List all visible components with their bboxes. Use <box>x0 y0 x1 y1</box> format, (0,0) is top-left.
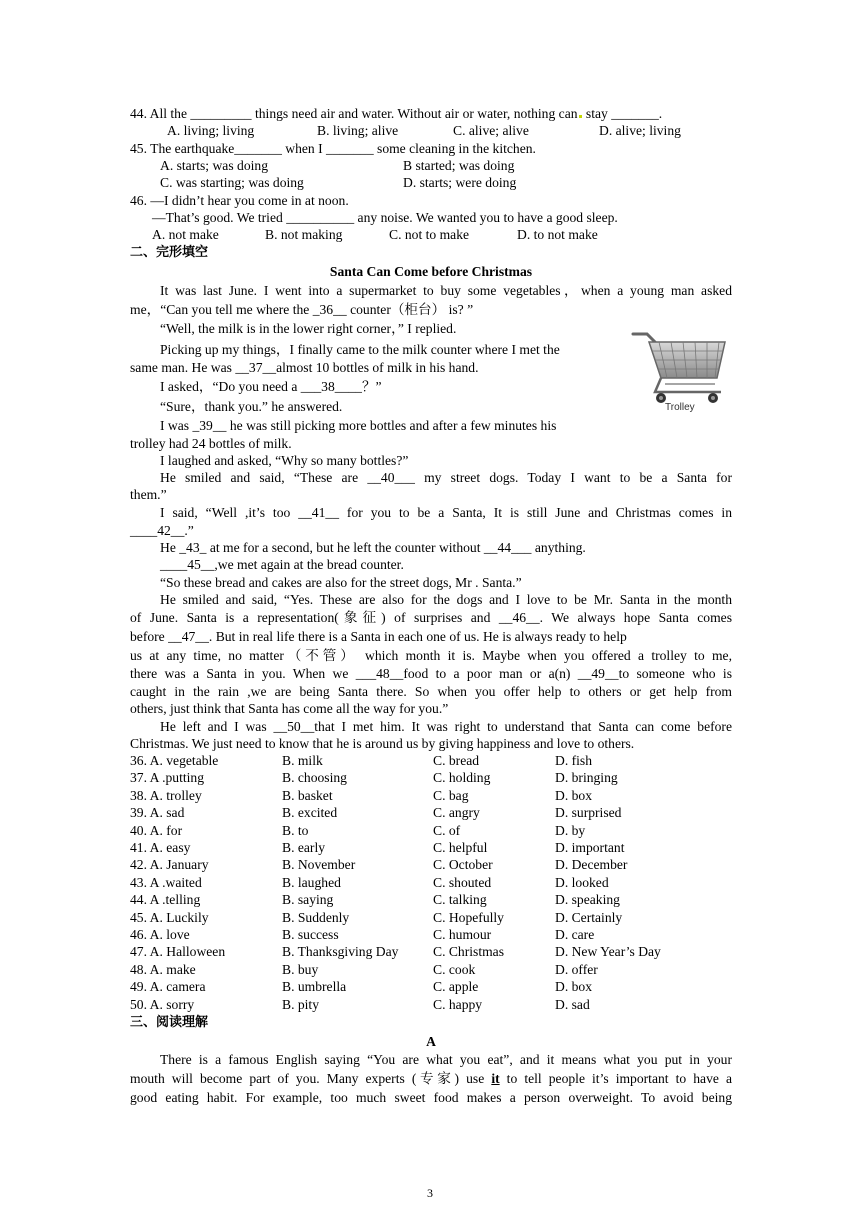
option: D. box <box>555 979 593 995</box>
option: B. basket <box>282 787 333 803</box>
option: C. cook <box>433 961 476 977</box>
option: D. speaking <box>555 892 620 908</box>
passage-line: It was last June. I went into a supermarket to buy some vegetables，when a young man asked <box>160 283 732 298</box>
passage-line: He smiled and said, “These are __40___ my street dogs. Today I want to be a Santa for <box>160 470 732 485</box>
option: D. surprised <box>555 805 622 821</box>
option: B. Thanksgiving Day <box>282 944 399 960</box>
passage-line: before __47__. But in real life there is a Santa in each one of us. He is always ready to help <box>130 629 627 644</box>
option-question: 38. A. trolley <box>130 787 202 803</box>
question-44: 44. All the _________ things need air and water. Without air or water, nothing can stay _______. <box>130 106 663 121</box>
question-46: 46. —I didn’t hear you come in at noon. <box>130 193 349 208</box>
option: D. care <box>555 927 595 942</box>
passage-line: there was a Santa in you. When we ___48__food to a poor man or a(n) __49__to someone who is <box>130 666 732 681</box>
option: A. not make <box>152 227 219 242</box>
option: B. excited <box>282 805 338 821</box>
option-question: 50. A. sorry <box>130 996 195 1012</box>
option: B. not making <box>265 227 343 242</box>
option-question: 41. A. easy <box>130 840 191 855</box>
passage-line: ____45__,we met again at the bread counter. <box>160 557 404 572</box>
option: C. shouted <box>433 874 492 890</box>
section-heading-reading: 三、阅读理解 <box>130 1015 209 1030</box>
option-question: 47. A. Halloween <box>130 944 226 960</box>
passage-line-part: mouth will become part of you. Many experts (专家) use it to tell people it’s important to have a <box>130 1071 733 1086</box>
emphasized-word: it <box>491 1071 500 1086</box>
option: D. December <box>555 857 628 873</box>
option: D. bringing <box>555 770 618 786</box>
passage-line: caught in the rain ,we are being Santa there. So when you offer help to others or get help from <box>130 684 732 699</box>
option-question: 36. A. vegetable <box>130 753 219 768</box>
question-45: 45. The earthquake_______ when I _______ some cleaning in the kitchen. <box>130 141 536 156</box>
option: C. humour <box>433 927 492 942</box>
passage-line: them.” <box>130 487 167 502</box>
option: B started; was doing <box>403 158 515 173</box>
passage-line: good eating habit. For example, too much sweet food makes a person overweight. To avoid being <box>130 1090 732 1105</box>
option: D. offer <box>555 961 598 977</box>
passage-label: A <box>426 1034 436 1049</box>
passage-line: “Sure，thank you.” he answered. <box>160 399 343 414</box>
option: B. milk <box>282 753 323 768</box>
option: D. important <box>555 840 625 855</box>
option: D. alive; living <box>599 123 681 138</box>
passage-line: trolley had 24 bottles of milk. <box>130 436 292 451</box>
option: D. box <box>555 787 593 803</box>
option: D. starts; were doing <box>403 175 517 190</box>
option: C. bag <box>433 787 469 803</box>
option-question: 48. A. make <box>130 961 196 977</box>
option: B. choosing <box>282 770 347 786</box>
option: C. talking <box>433 892 487 908</box>
option: C. holding <box>433 770 491 786</box>
option: D. to not make <box>517 227 598 242</box>
section-heading-cloze: 二、完形填空 <box>130 245 209 260</box>
option: C. Hopefully <box>433 909 504 925</box>
option: C. happy <box>433 996 483 1012</box>
passage-line: He left and I was __50__that I met him. It was right to understand that Santa can come before <box>160 719 732 734</box>
option: B. November <box>282 857 356 873</box>
option: B. success <box>282 927 339 942</box>
option: C. bread <box>433 753 480 768</box>
passage-line: same man. He was __37__almost 10 bottles of milk in his hand. <box>130 360 479 375</box>
passage-line: us at any time, no matter（不管） which month it is. Maybe when you offered a trolley to me, <box>130 648 732 663</box>
option-question: 44. A .telling <box>130 892 201 908</box>
passage-line: “So these bread and cakes are also for the street dogs, Mr . Santa.” <box>160 575 522 590</box>
option: D. by <box>555 822 586 838</box>
passage-line: I laughed and asked, “Why so many bottles?” <box>160 453 409 468</box>
option-question: 45. A. Luckily <box>130 909 209 925</box>
option: C. angry <box>433 805 480 821</box>
highlight-mark <box>579 115 582 118</box>
option: B. pity <box>282 996 320 1012</box>
option: C. October <box>433 857 493 873</box>
option: C. Christmas <box>433 944 504 960</box>
option: C. of <box>433 822 461 838</box>
passage-title: Santa Can Come before Christmas <box>329 264 533 279</box>
passage-line: others, just think that Santa has come all the way for you.” <box>130 701 449 716</box>
option: B. saying <box>282 892 334 908</box>
passage-line: me，“Can you tell me where the _36__ counter（柜台） is? ” <box>130 302 474 317</box>
page-number: 3 <box>427 1186 433 1200</box>
option: B. laughed <box>282 874 341 890</box>
option: A. starts; was doing <box>160 158 268 173</box>
option: B. Suddenly <box>282 909 350 925</box>
passage-line: Christmas. We just need to know that he is around us by giving happiness and love to others. <box>130 736 635 751</box>
option: D. fish <box>555 753 593 768</box>
option: B. living; alive <box>317 123 399 138</box>
option: D. sad <box>555 996 590 1012</box>
passage-line: There is a famous English saying “You are what you eat”, and it means what you put in your <box>160 1052 732 1067</box>
passage-line: of June. Santa is a representation(象征) of surprises and __46__. We always hope Santa comes <box>130 610 732 625</box>
trolley-caption: Trolley <box>665 402 695 413</box>
passage-line: He _43_ at me for a second, but he left the counter without __44___ anything. <box>160 540 586 555</box>
option: D. looked <box>555 874 609 890</box>
passage-line: ____42__.” <box>130 523 194 538</box>
option: B. buy <box>282 961 319 977</box>
option: D. New Year’s Day <box>555 944 661 960</box>
option-question: 42. A. January <box>130 857 209 873</box>
option: C. apple <box>433 979 479 995</box>
passage-line: I was _39__ he was still picking more bottles and after a few minutes his <box>160 418 557 433</box>
passage-line <box>130 1070 732 1087</box>
option: C. not to make <box>389 227 470 242</box>
passage-line: Picking up my things，I finally came to the milk counter where I met the <box>160 342 560 357</box>
option: D. Certainly <box>555 909 623 925</box>
option: C. alive; alive <box>453 123 529 138</box>
passage-line: I said, “Well ,it’s too __41__ for you to be a Santa, It is still June and Christmas comes in <box>160 505 732 520</box>
passage-line: “Well, the milk is in the lower right corner，” I replied. <box>160 321 457 336</box>
option: B. to <box>282 822 309 838</box>
option-question: 39. A. sad <box>130 805 185 821</box>
passage-line: I asked，“Do you need a ___38____？” <box>160 379 382 394</box>
option-question: 37. A .putting <box>130 770 205 786</box>
option-question: 49. A. camera <box>130 979 206 995</box>
option-question: 46. A. love <box>130 927 190 942</box>
passage-line: He smiled and said, “Yes. These are also for the dogs and I love to be Mr. Santa in the month <box>160 592 732 607</box>
option: A. living; living <box>167 123 255 138</box>
option: C. was starting; was doing <box>160 175 304 190</box>
option: B. early <box>282 840 326 855</box>
option: B. umbrella <box>282 979 347 995</box>
option-question: 40. A. for <box>130 822 183 838</box>
option-question: 43. A .waited <box>130 874 202 890</box>
question-46-reply: —That’s good. We tried __________ any noise. We wanted you to have a good sleep. <box>152 210 618 225</box>
option: C. helpful <box>433 840 488 855</box>
